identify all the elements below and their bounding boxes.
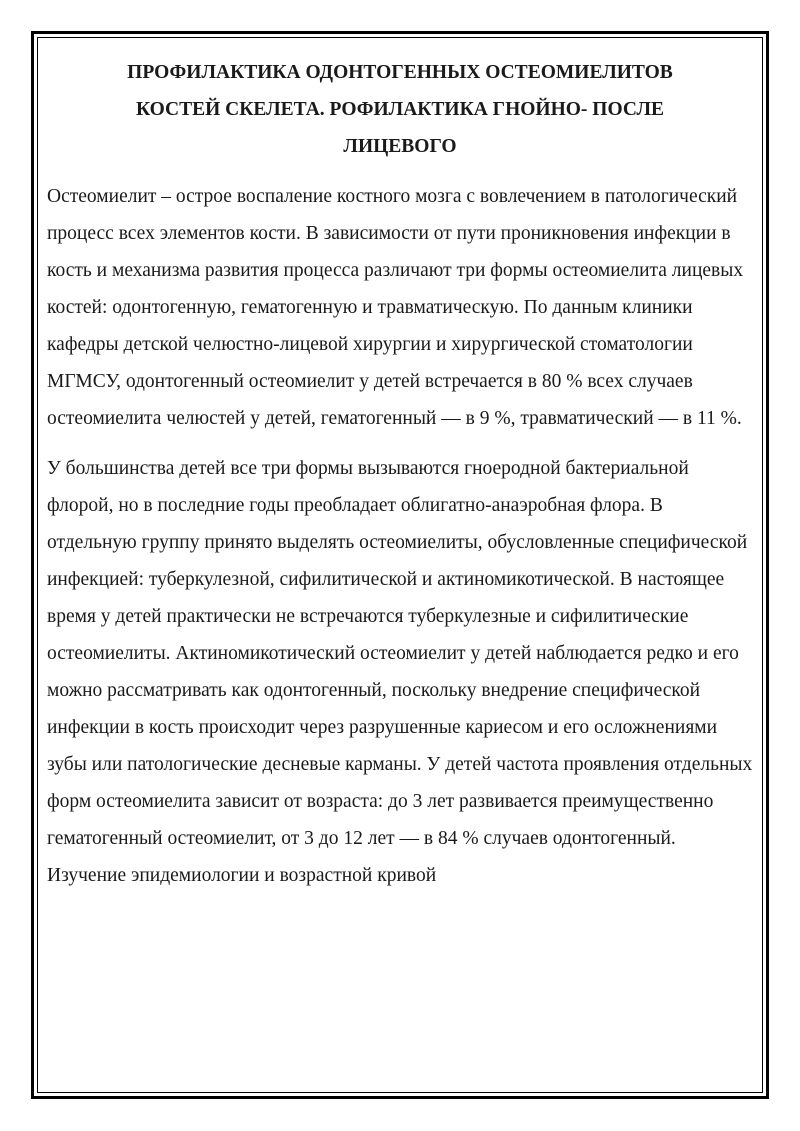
document-body [47, 54, 753, 894]
paragraph-2: У большинства детей все три формы вызываются гноеродной бактериальной флорой, но в последние годы преобладает облигатно-анаэробная флора. В отдельную группу принято выделять остеомиелиты, обусловленные специфической инфекцией: туберкулезной, сифилитической и актиномикотической. В настоящее время у детей практически не встречаются туберкулезные и сифилитические остеомиелиты. Актиномикотический остеомиелит у детей наблюдается редко и его можно рассматривать как одонтогенный, поскольку внедрение специфической инфекции в кость происходит через разрушенные кариесом и его осложнениями зубы или патологические десневые карманы. У детей частота проявления отдельных форм остеомиелита зависит от возраста: до 3 лет развивается преимущественно гематогенный остеомиелит, от 3 до 12 лет — в 84 % случаев одонтогенный. Изучение эпидемиологии и возрастной кривой [47, 458, 753, 886]
paragraph-1: Остеомиелит – острое воспаление костного мозга с вовлечением в патологический процесс всех элементов кости. В зависимости от пути проникновения инфекции в кость и механизма развития процесса различают три формы остеомиелита лицевых костей: одонтогенную, гематогенную и травматическую. По данным клиники кафедры детской челюстно-лицевой хирургии и хирургической стоматологии МГМСУ, одонтогенный остеомиелит у детей встречается в 80 % всех случаев остеомиелита челюстей у детей, гематогенный — в 9 %, травматический — в 11 %. [47, 186, 744, 429]
document-title: ПРОФИЛАКТИКА ОДОНТОГЕННЫХ ОСТЕОМИЕЛИТОВ КОСТЕЙ СКЕЛЕТА. РОФИЛАКТИКА ГНОЙНО- ПОСЛЕ ЛИЦЕВОГО [127, 62, 673, 157]
